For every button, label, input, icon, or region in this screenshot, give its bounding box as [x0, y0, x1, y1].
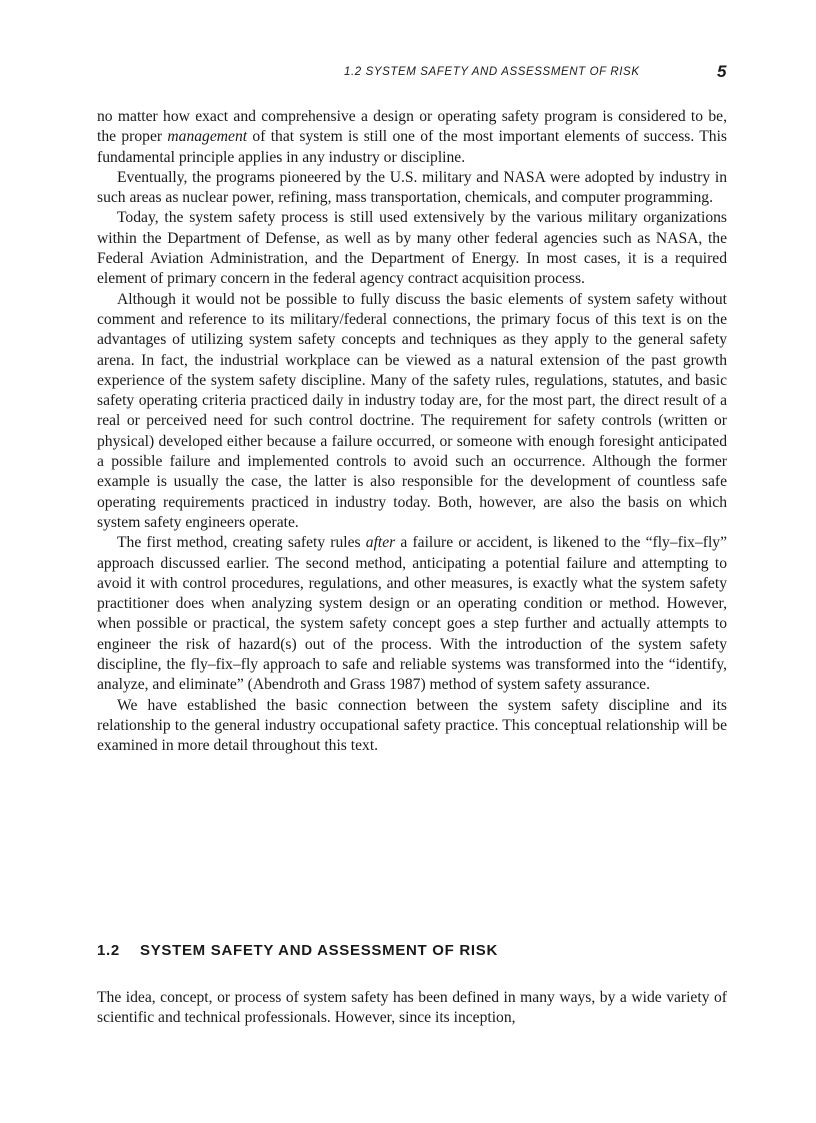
- running-head: [344, 66, 727, 78]
- body-text: [97, 107, 727, 757]
- section-paragraph-1: The idea, concept, or process of system safety has been defined in many ways, by a wide variety of scientific and technical professionals. However, since its inception,: [97, 989, 727, 1027]
- paragraph-3: Today, the system safety process is still used extensively by the various military organizations within the Department of Defense, as well as by many other federal agencies such as NASA, the Federal Aviation Administration, and the Department of Energy. In most cases, it is a required element of primary concern in the federal agency contract acquisition process.: [97, 209, 727, 288]
- section-heading: [97, 942, 727, 959]
- paragraph-5: The first method, creating safety rules after a failure or accident, is likened to the “fly–fix–fly” approach discussed earlier. The second method, anticipating a potential failure and attempting to avoid it with control procedures, regulations, and other measures, is exactly what the system safety practitioner does when analyzing system design or an operating condition or method. However, when possible or practical, the system safety concept goes a step further and actually attempts to engineer the risk of hazard(s) out of the process. With the introduction of the system safety discipline, the fly–fix–fly approach to safe and reliable systems was transformed into the “identify, analyze, and eliminate” (Abendroth and Grass 1987) method of system safety assurance.: [97, 534, 727, 694]
- paragraph-4: Although it would not be possible to fully discuss the basic elements of system safety without comment and reference to its military/federal connections, the primary focus of this text is on the advantages of utilizing system safety concepts and techniques as they apply to the general safety arena. In fact, the industrial workplace can be viewed as a natural extension of the past growth experience of the system safety discipline. Many of the safety rules, regulations, statutes, and basic safety operating criteria practiced daily in industry today are, for the most part, the direct result of a real or perceived need for such control doctrine. The requirement for safety controls (written or physical) developed either because a failure occurred, or someone with enough foresight anticipated a possible failure and implemented controls to avoid such an occurrence. Although the former example is usually the case, the latter is also responsible for the development of countless safe operating requirements practiced in industry today. Both, however, are also the basis on which system safety engineers operate.: [97, 290, 727, 531]
- section-number: 1.2: [97, 942, 120, 959]
- paragraph-1: no matter how exact and comprehensive a design or operating safety program is considered to be, the proper management of that system is still one of the most important elements of success. This fundamental principle applies in any industry or discipline.: [97, 108, 728, 166]
- emphasis-management: management: [167, 128, 248, 146]
- emphasis-after: after: [365, 534, 396, 552]
- paragraph-2: Eventually, the programs pioneered by the U.S. military and NASA were adopted by industry in such areas as nuclear power, refining, mass transportation, chemicals, and computer programming.: [97, 168, 727, 207]
- running-head-title: 1.2 SYSTEM SAFETY AND ASSESSMENT OF RISK: [344, 66, 640, 78]
- paragraph-6: We have established the basic connection between the system safety discipline and its relationship to the general industry occupational safety practice. This conceptual relationship will be examined in more detail throughout this text.: [97, 696, 727, 755]
- page-number: 5: [717, 62, 727, 81]
- section-body: [97, 988, 727, 1029]
- section-title: SYSTEM SAFETY AND ASSESSMENT OF RISK: [140, 942, 499, 959]
